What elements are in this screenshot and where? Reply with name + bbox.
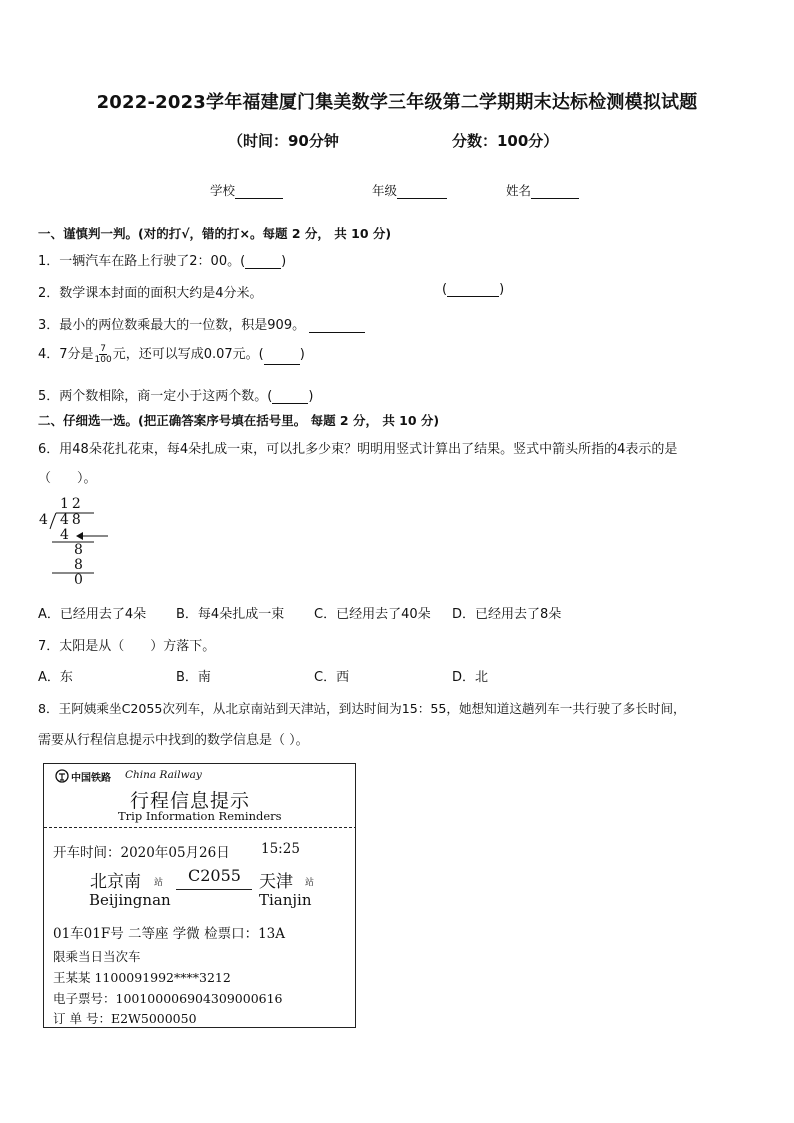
trip-info-ticket — [43, 763, 356, 1028]
passenger-info: 王某某 1100091992****3212 — [53, 970, 231, 985]
question-5-text: 5．两个数相除，商一定小于这两个数。( — [38, 389, 273, 404]
question-1-end: ) — [281, 254, 287, 269]
q6-option-d[interactable]: D．已经用去了8朵 — [452, 607, 562, 622]
q6-option-c[interactable]: C．已经用去了40朵 — [314, 607, 431, 622]
question-2-answer[interactable] — [447, 283, 499, 297]
question-8-line1: 8．王阿姨乘坐C2055次列车，从北京南站到天津站，到达时间为15：55，她想知道这趟列车一共行驶了多长时间， — [38, 701, 686, 716]
question-6-line2: （ ）。 — [38, 471, 97, 486]
train-underline — [176, 889, 252, 890]
question-3-text: 3．最小的两位数乘最大的一位数，积是909。 — [38, 318, 306, 333]
ticket-divider — [44, 827, 356, 828]
school-blank[interactable] — [235, 184, 283, 199]
question-4-answer[interactable] — [264, 351, 300, 365]
q7-option-a[interactable]: A．东 — [38, 670, 73, 685]
question-4 — [38, 343, 305, 365]
from-station-en: Beijingnan — [89, 891, 171, 909]
to-station-mark: 站 — [305, 878, 315, 888]
depart-time: 15:25 — [261, 841, 300, 857]
division-step2: 8 — [74, 542, 83, 558]
fraction-numerator: 7 — [100, 344, 106, 354]
question-1-answer[interactable] — [245, 255, 281, 269]
division-dividend: 48 — [60, 512, 84, 528]
long-division — [36, 496, 116, 588]
question-2 — [38, 282, 263, 301]
grade-blank[interactable] — [397, 184, 447, 199]
limit-note: 限乘当日当次车 — [53, 949, 141, 964]
q6-option-b[interactable]: B．每4朵扎成一束 — [176, 607, 285, 622]
depart-label: 开车时间：2020年05月26日 — [53, 845, 230, 861]
q7-option-c[interactable]: C．西 — [314, 670, 350, 685]
question-3-answer[interactable] — [309, 319, 365, 333]
grade-label: 年级 — [372, 183, 398, 198]
question-7: 7．太阳是从（ ）方落下。 — [38, 639, 216, 654]
q7-option-b[interactable]: B．南 — [176, 670, 211, 685]
exam-time: （时间：90分钟 — [228, 132, 339, 150]
from-station-cn: 北京南 — [90, 872, 141, 892]
division-step3: 8 — [74, 557, 83, 573]
question-4-end: ) — [299, 347, 305, 362]
question-5-answer[interactable] — [272, 390, 308, 404]
from-station-mark: 站 — [154, 878, 164, 888]
train-number: C2055 — [188, 866, 241, 885]
arrow-icon — [76, 529, 110, 543]
division-remainder: 0 — [74, 572, 83, 588]
page-title: 2022-2023学年福建厦门集美数学三年级第二学期期末达标检测模拟试题 — [96, 92, 698, 113]
question-2-text: 2．数学课本封面的面积大约是4分米。 — [38, 286, 263, 301]
ticket-heading-en: Trip Information Reminders — [118, 809, 282, 823]
school-field — [210, 181, 283, 199]
school-label: 学校 — [210, 183, 236, 198]
eticket-number: 电子票号：10010000690430900061‌6 — [53, 991, 283, 1006]
exam-score: 分数：100分） — [452, 132, 559, 150]
q6-option-a[interactable]: A．已经用去了4朵 — [38, 607, 147, 622]
question-4-post: 元，还可以写成0.07元。( — [112, 347, 264, 362]
brand-en: China Railway — [125, 769, 202, 781]
question-6-line1: 6．用48朵花扎花束，每4朵扎成一束，可以扎多少束？明明用竖式计算出了结果。竖式中箭头所指的4表示的是 — [38, 442, 678, 457]
name-label: 姓名 — [506, 183, 532, 198]
q7-option-d[interactable]: D．北 — [452, 670, 489, 685]
section1-heading: 一、谨慎判一判。(对的打√，错的打×。每题 2 分， 共 10 分) — [38, 226, 392, 241]
question-1 — [38, 250, 286, 269]
question-5 — [38, 385, 313, 404]
division-divisor: 4 — [39, 512, 48, 528]
brand-cn: 中国铁路 — [71, 773, 111, 784]
question-2-paren-left: ( — [442, 282, 448, 297]
to-station-cn: 天津 — [259, 872, 293, 892]
name-blank[interactable] — [531, 184, 579, 199]
name-field — [506, 181, 579, 199]
division-step1: 4 — [60, 527, 69, 543]
question-2-paren-right: ) — [499, 282, 505, 297]
china-railway-logo-icon — [55, 769, 69, 783]
fraction-denominator: 100 — [94, 355, 112, 365]
grade-field — [372, 181, 447, 199]
seat-line: 01车01F号 二等座 学微 检票口：13A — [53, 926, 286, 942]
order-number: 订 单 号：E2W5000050 — [53, 1011, 197, 1026]
fraction-7-100 — [95, 344, 112, 365]
question-2-paren — [442, 282, 504, 297]
question-8-line2: 需要从行程信息提示中找到的数学信息是（ ）。 — [38, 733, 309, 748]
ticket-heading-cn: 行程信息提示 — [130, 790, 251, 812]
question-5-end: ) — [308, 389, 314, 404]
to-station-en: Tianjin — [259, 891, 312, 909]
division-quotient: 12 — [60, 496, 84, 512]
question-1-text: 1．一辆汽车在路上行驶了2：00。( — [38, 254, 246, 269]
section2-heading: 二、仔细选一选。(把正确答案序号填在括号里。 每题 2 分， 共 10 分) — [38, 413, 440, 428]
question-3 — [38, 314, 365, 333]
question-4-pre: 4．7分是 — [38, 347, 94, 362]
